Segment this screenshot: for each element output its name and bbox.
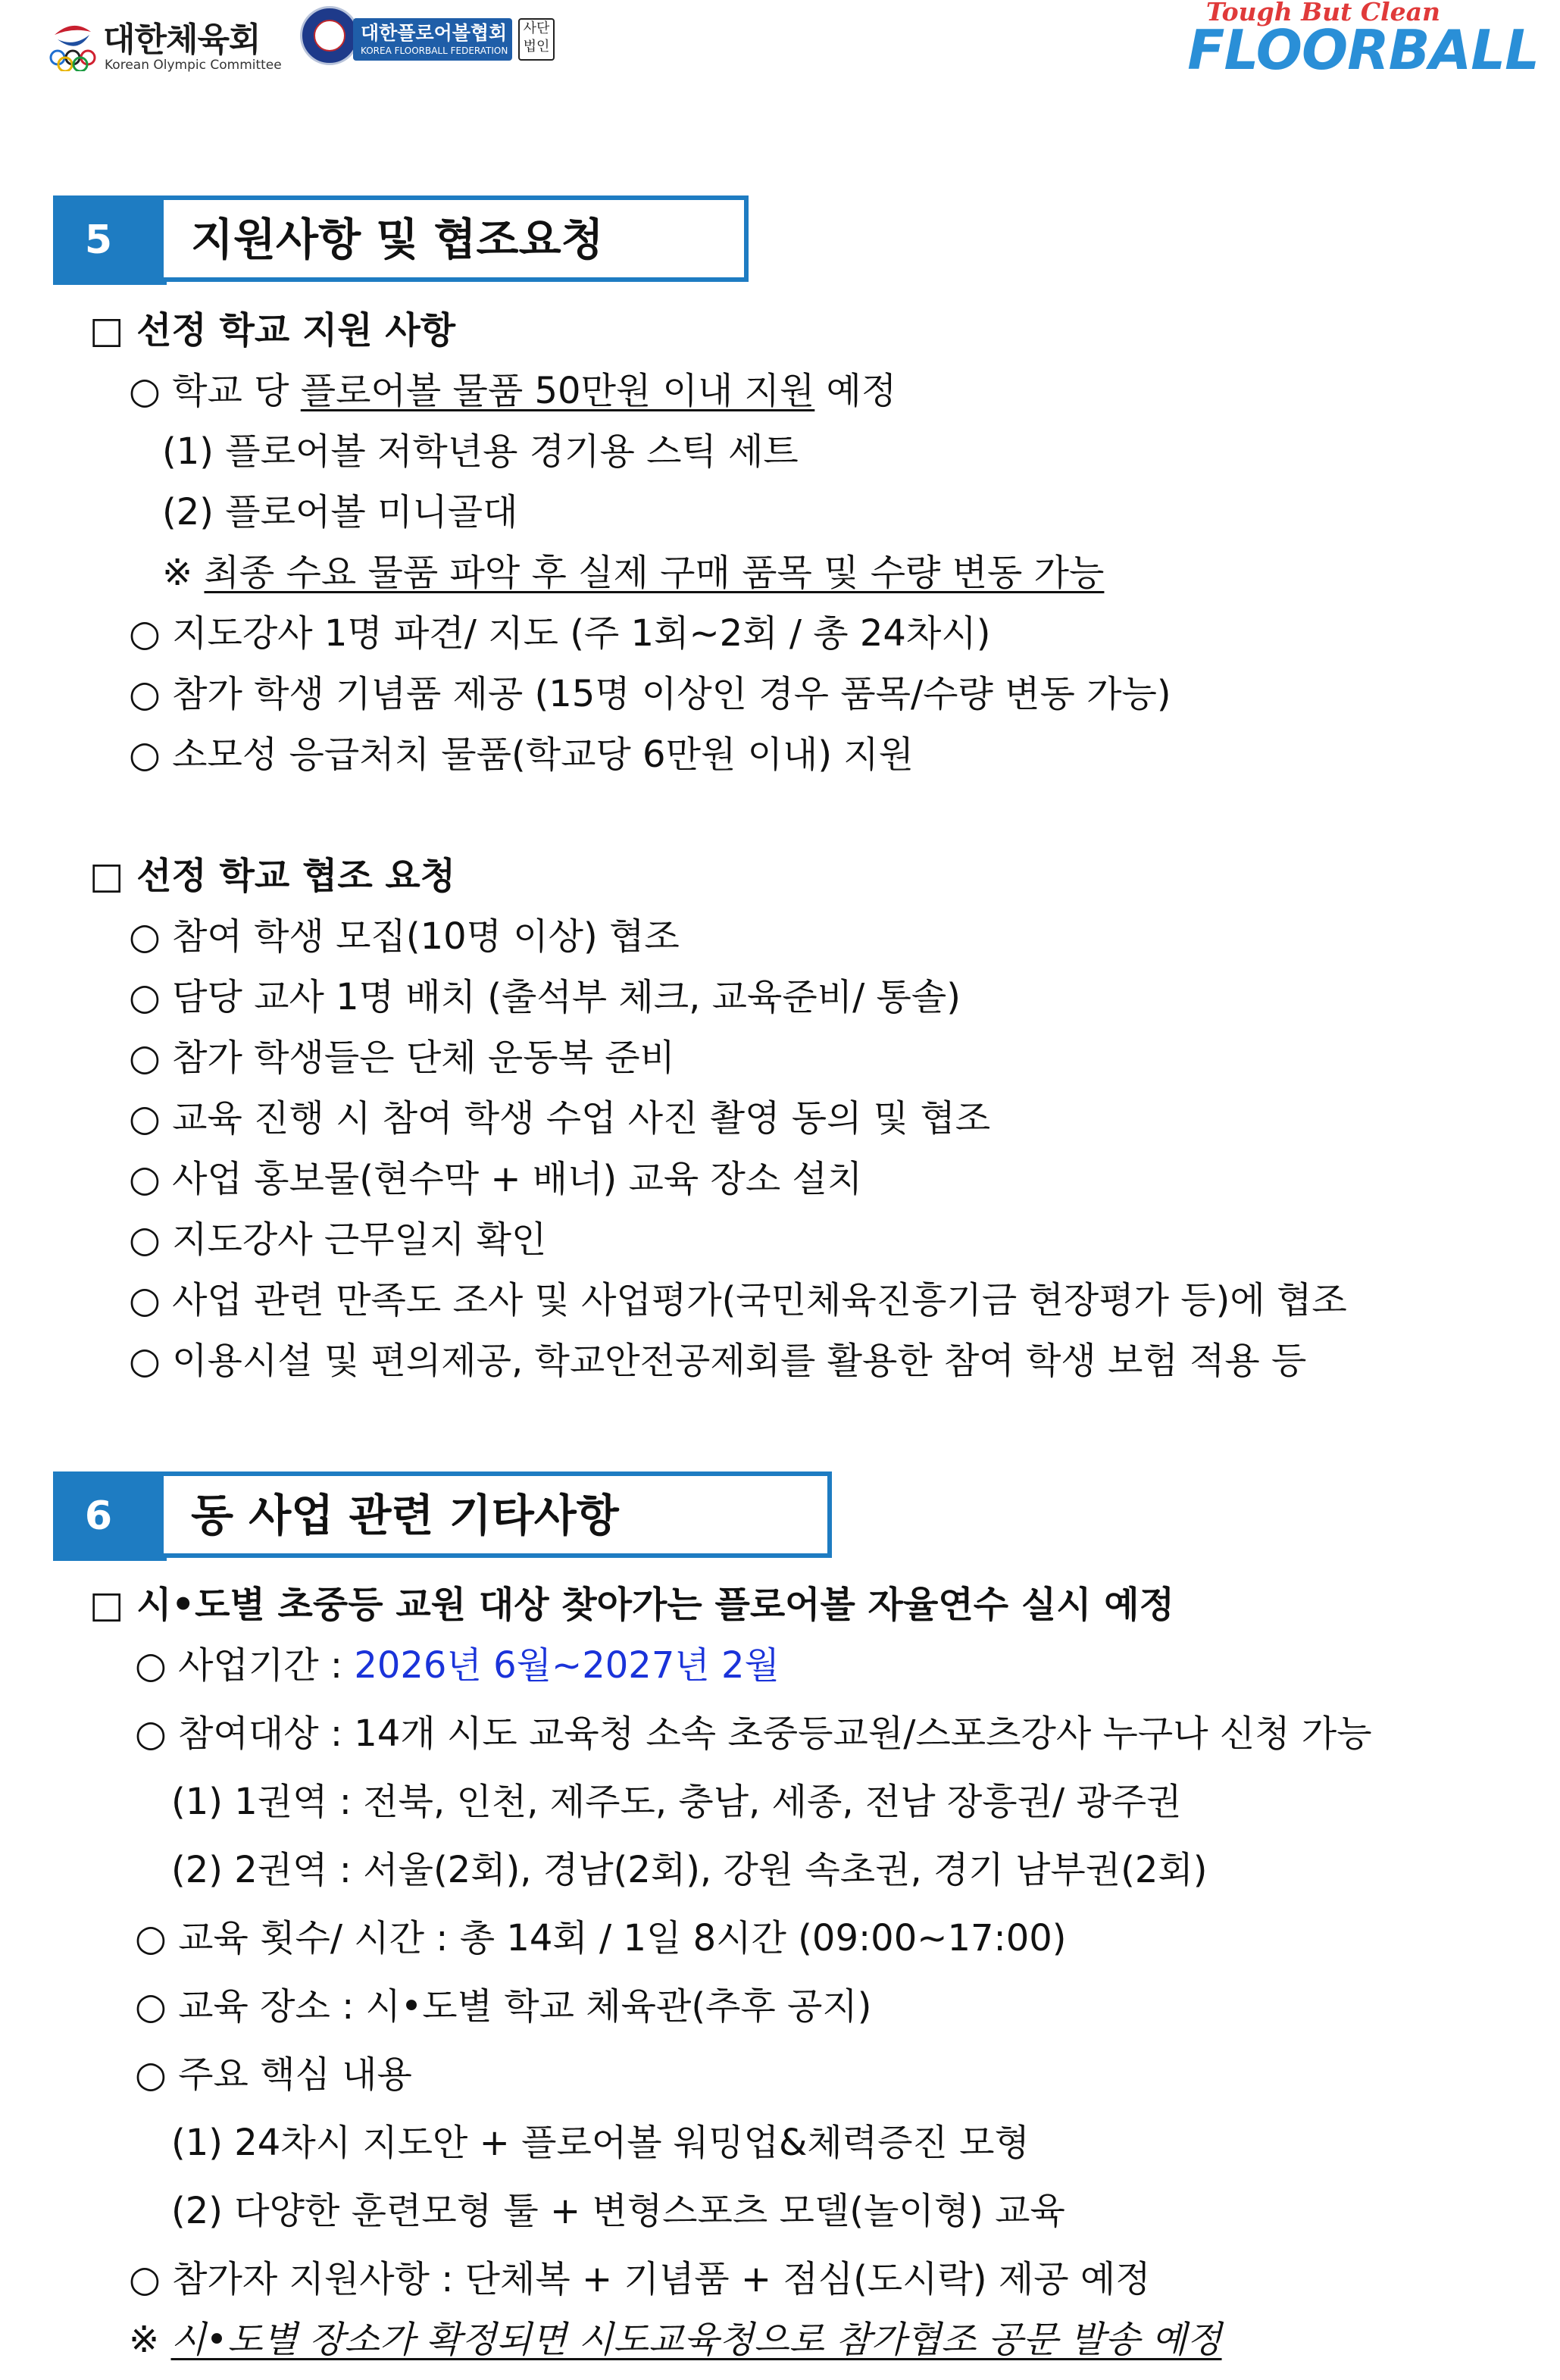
training-period: ○ 사업기간 : 2026년 6월~2027년 2월: [135, 1644, 780, 1687]
koc-logo: [47, 11, 289, 76]
section-number: 6: [53, 1471, 167, 1561]
cooperation-item: ○ 사업 관련 만족도 조사 및 사업평가(국민체육진흥기금 현장평가 등)에 협조: [129, 1279, 1347, 1321]
brand-wordmark: FLOORBALL: [1187, 18, 1539, 82]
support-item-souvenir: ○ 참가 학생 기념품 제공 (15명 이상인 경우 품목/수량 변동 가능): [129, 673, 1171, 715]
training-period-value: 2026년 6월~2027년 2월: [354, 1644, 780, 1687]
cooperation-item: ○ 지도강사 근무일지 확인: [129, 1218, 547, 1261]
training-support: ○ 참가자 지원사항 : 단체복 + 기념품 + 점심(도시락) 제공 예정: [129, 2258, 1151, 2300]
support-note: ※ 최종 수요 물품 파악 후 실제 구매 품목 및 수량 변동 가능: [162, 552, 1105, 594]
training-place: ○ 교육 장소 : 시•도별 학교 체육관(추후 공지): [135, 1985, 872, 2028]
cooperation-item: ○ 사업 홍보물(현수막 + 배너) 교육 장소 설치: [129, 1158, 863, 1200]
training-content-1: (1) 24차시 지도안 + 플로어볼 워밍업&체력증진 모형: [171, 2122, 1030, 2164]
cooperation-heading: □ 선정 학교 협조 요청: [89, 855, 456, 897]
kff-seal-icon: [300, 6, 359, 65]
section-title: 지원사항 및 협조요청: [164, 195, 749, 282]
training-count: ○ 교육 횟수/ 시간 : 총 14회 / 1일 8시간 (09:00~17:00): [135, 1917, 1067, 1959]
koc-name-english: Korean Olympic Committee: [105, 58, 282, 73]
page-header: [0, 0, 1560, 83]
kff-stamp: 사단법인: [518, 18, 555, 61]
support-item-budget: ○ 학교 당 플로어볼 물품 50만원 이내 지원 예정: [129, 370, 897, 412]
support-heading: □ 선정 학교 지원 사항: [89, 309, 456, 352]
olympic-rings-icon: [47, 17, 98, 71]
cooperation-item: ○ 참가 학생들은 단체 운동복 준비: [129, 1037, 675, 1079]
kff-name-korean: 대한플로어볼협회: [361, 22, 508, 44]
cooperation-item: ○ 담당 교사 1명 배치 (출석부 체크, 교육준비/ 통솔): [129, 976, 961, 1018]
training-region-2: (2) 2권역 : 서울(2회), 경남(2회), 강원 속초권, 경기 남부권(2회): [171, 1849, 1208, 1891]
support-item-instructor: ○ 지도강사 1명 파견/ 지도 (주 1회~2회 / 총 24차시): [129, 612, 991, 655]
kff-name-english: KOREA FLOORBALL FEDERATION: [361, 45, 508, 56]
cooperation-item: ○ 이용시설 및 편의제공, 학교안전공제회를 활용한 참여 학생 보험 적용 등: [129, 1340, 1307, 1382]
koc-name-korean: 대한체육회: [103, 20, 261, 59]
training-heading: □ 시•도별 초중등 교원 대상 찾아가는 플로어볼 자율연수 실시 예정: [89, 1584, 1174, 1626]
support-sub-goal: (2) 플로어볼 미니골대: [162, 491, 518, 533]
brand-tagline: Tough But Clean: [1205, 0, 1440, 27]
support-sub-stick: (1) 플로어볼 저학년용 경기용 스틱 세트: [162, 430, 799, 473]
support-budget-underlined: 플로어볼 물품 50만원 이내 지원: [300, 370, 815, 412]
floorball-brand-logo: [1183, 0, 1539, 83]
training-note: ※ 시•도별 장소가 확정되면 시도교육청으로 참가협조 공문 발송 예정: [129, 2319, 1222, 2361]
section-title: 동 사업 관련 기타사항: [164, 1471, 832, 1558]
support-item-firstaid: ○ 소모성 응급처치 물품(학교당 6만원 이내) 지원: [129, 733, 914, 776]
training-region-1: (1) 1권역 : 전북, 인천, 제주도, 충남, 세종, 전남 장흥권/ 광주권: [171, 1781, 1182, 1823]
kff-logo: [300, 6, 565, 71]
training-content: ○ 주요 핵심 내용: [135, 2053, 412, 2096]
section-number: 5: [53, 195, 167, 285]
cooperation-item: ○ 참여 학생 모집(10명 이상) 협조: [129, 915, 680, 958]
training-content-2: (2) 다양한 훈련모형 툴 + 변형스포츠 모델(놀이형) 교육: [171, 2190, 1065, 2232]
cooperation-item: ○ 교육 진행 시 참여 학생 수업 사진 촬영 동의 및 협조: [129, 1097, 991, 1140]
training-target: ○ 참여대상 : 14개 시도 교육청 소속 초중등교원/스포츠강사 누구나 신청 가능: [135, 1712, 1372, 1755]
